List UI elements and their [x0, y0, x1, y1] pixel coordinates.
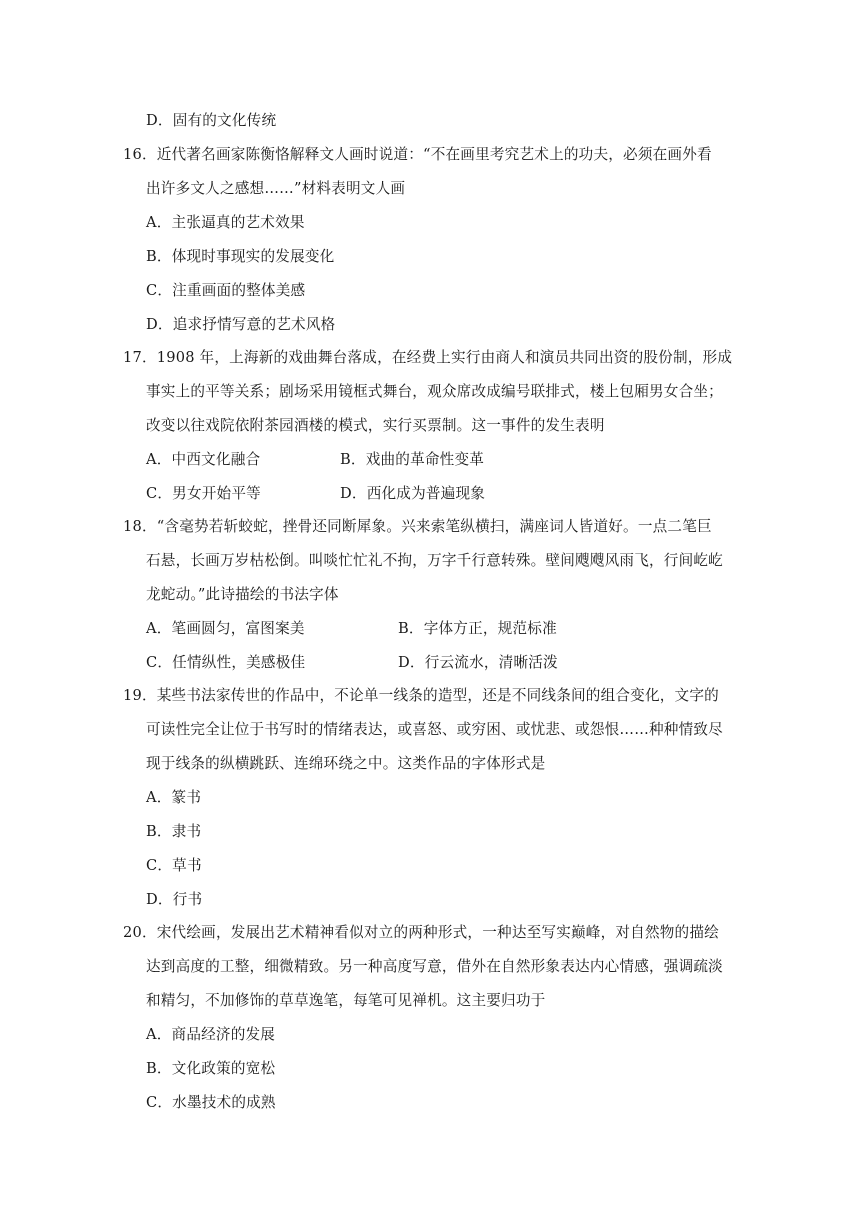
- question-16-stem: 16．近代著名画家陈衡恪解释文人画时说道：“不在画里考究艺术上的功夫，必须在画外看: [123, 146, 712, 163]
- option-d-q15: D．固有的文化传统: [146, 112, 277, 129]
- question-17-stem: 17．1908 年，上海新的戏曲舞台落成，在经费上实行由商人和演员共同出资的股份制，形成: [123, 349, 733, 366]
- option-c-q17: C．男女开始平等: [146, 485, 261, 502]
- option-b-q20: B．文化政策的宽松: [146, 1060, 276, 1077]
- option-b-q17: B．戏曲的革命性变革: [340, 451, 485, 468]
- question-16-stem-cont: 出许多文人之感想……”材料表明文人画: [146, 180, 406, 197]
- option-a-q19: A．篆书: [146, 789, 202, 806]
- question-19-stem: 19．某些书法家传世的作品中，不论单一线条的造型，还是不同线条间的组合变化，文字的: [123, 687, 719, 704]
- option-c-q20: C．水墨技术的成熟: [146, 1094, 276, 1111]
- option-d-q18: D．行云流水，清晰活泼: [398, 654, 558, 671]
- question-20-stem: 20．宋代绘画，发展出艺术精神看似对立的两种形式，一种达至写实巅峰，对自然物的描绘: [123, 924, 719, 941]
- question-17-stem-cont-1: 事实上的平等关系；剧场采用镜框式舞台，观众席改成编号联排式，楼上包厢男女合坐；: [146, 383, 723, 400]
- option-d-q16: D．追求抒情写意的艺术风格: [146, 316, 336, 333]
- question-19-stem-cont-2: 现于线条的纵横跳跃、连绵环绕之中。这类作品的字体形式是: [146, 755, 546, 772]
- option-c-q18: C．任情纵性，美感极佳: [146, 654, 306, 671]
- option-c-q16: C．注重画面的整体美感: [146, 282, 306, 299]
- question-20-stem-cont-2: 和精匀，不加修饰的草草逸笔，每笔可见禅机。这主要归功于: [146, 992, 546, 1009]
- question-19-stem-cont-1: 可读性完全让位于书写时的情绪表达，或喜怒、或穷困、或忧悲、或怨恨……种种情致尽: [146, 721, 723, 738]
- question-17-stem-cont-2: 改变以往戏院依附茶园酒楼的模式，实行买票制。这一事件的发生表明: [146, 417, 605, 434]
- option-a-q17: A．中西文化融合: [146, 451, 261, 468]
- option-b-q16: B．体现时事现实的发展变化: [146, 248, 335, 265]
- question-18-stem: 18．“含毫势若斩蛟蛇，挫骨还同断犀象。兴来索笔纵横扫，满座词人皆道好。一点二笔巨: [123, 518, 712, 535]
- option-a-q20: A．商品经济的发展: [146, 1026, 276, 1043]
- option-b-q19: B．隶书: [146, 823, 202, 840]
- option-a-q16: A．主张逼真的艺术效果: [146, 214, 305, 231]
- option-a-q18: A．笔画圆匀，富图案美: [146, 620, 305, 637]
- option-b-q18: B．字体方正，规范标准: [398, 620, 557, 637]
- option-d-q17: D．西化成为普遍现象: [340, 485, 486, 502]
- question-18-stem-cont-1: 石悬，长画万岁枯松倒。叫啖忙忙礼不拘，万字千行意转殊。壁间飕飕风雨飞，行间屹屹: [146, 552, 723, 569]
- option-d-q19: D．行书: [146, 891, 203, 908]
- question-20-stem-cont-1: 达到高度的工整，细微精致。另一种高度写意，借外在自然形象表达内心情感，强调疏淡: [146, 958, 723, 975]
- question-18-stem-cont-2: 龙蛇动。”此诗描绘的书法字体: [146, 586, 339, 603]
- option-c-q19: C．草书: [146, 857, 202, 874]
